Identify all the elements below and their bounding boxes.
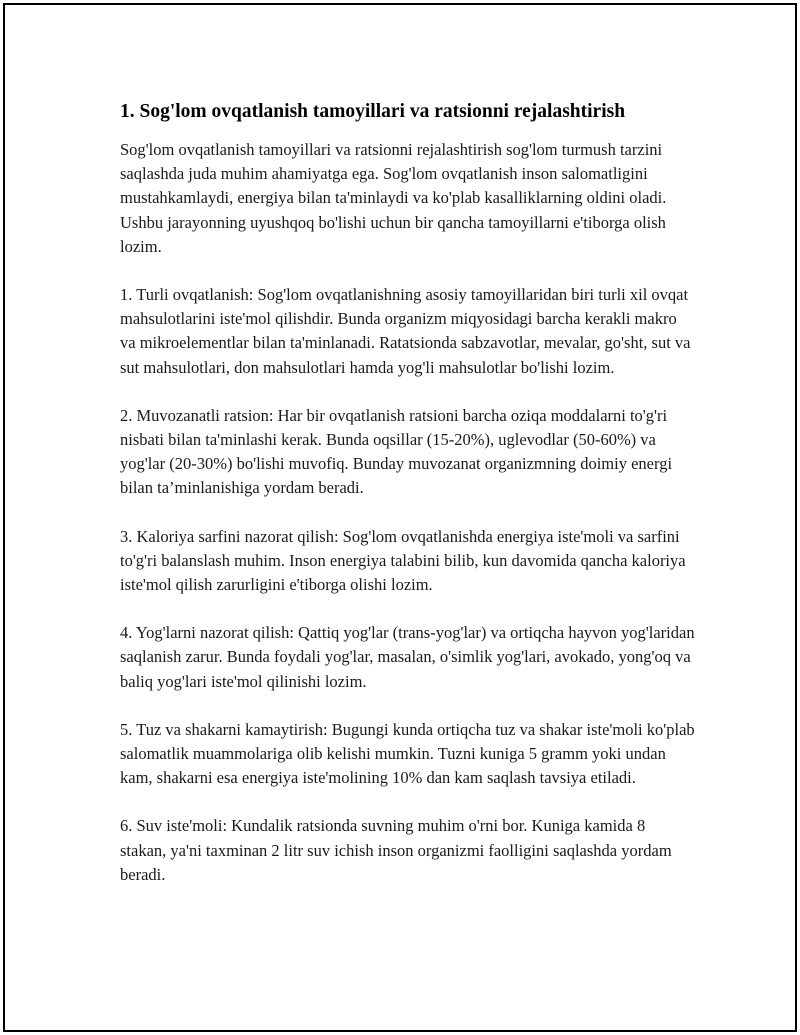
- principle-1-paragraph: 1. Turli ovqatlanish: Sog'lom ovqatlanishning asosiy tamoyillaridan biri turli xil ovqat mahsulotlarini iste'mol qilishdir. Bunda organizm miqyosidagi barcha kerakli makro va mikroelementlar bilan ta'minlanadi. Ratatsionda sabzavotlar, mevalar, go'sht, sut va sut mahsulotlari, don mahsulotlari hamda yog'li mahsulotlar bo'lishi lozim.: [120, 285, 691, 377]
- page-frame: [3, 3, 797, 1032]
- principle-5-paragraph: 5. Tuz va shakarni kamaytirish: Bugungi kunda ortiqcha tuz va shakar iste'moli ko'plab salomatlik muammolariga olib kelishi mumkin. Tuzni kuniga 5 gramm yoki undan kam, shakarni esa energiya iste'molining 10% dan kam saqlash tavsiya etiladi.: [120, 719, 695, 788]
- principle-4-paragraph: 4. Yog'larni nazorat qilish: Qattiq yog'lar (trans-yog'lar) va ortiqcha hayvon yog'laridan saqlanish zarur. Bunda foydali yog'lar, masalan, o'simlik yog'lari, avokado, yong'oq va baliq yog'lari iste'mol qilinishi lozim.: [120, 623, 695, 691]
- document-body: [120, 98, 695, 911]
- principle-3-paragraph: 3. Kaloriya sarfini nazorat qilish: Sog'lom ovqatlanishda energiya iste'moli va sarfini to'g'ri balanslash muhim. Inson energiya talabini bilib, kun davomida qancha kaloriya iste'mol qilish zarurligini e'tiborga olishi lozim.: [120, 526, 686, 595]
- document-title: 1. Sog'lom ovqatlanish tamoyillari va ratsionni rejalashtirish: [120, 101, 626, 122]
- principle-2-paragraph: 2. Muvozanatli ratsion: Har bir ovqatlanish ratsioni barcha oziqa moddalarni to'g'ri nisbati bilan ta'minlashi kerak. Bunda oqsillar (15-20%), uglevodlar (50-60%) va yog'lar (20-30%) bo'lishi muvofiq. Bunday muvozanat organizmning doimiy energi bilan ta’minlanishiga yordam beradi.: [120, 405, 673, 498]
- principle-6-paragraph: 6. Suv iste'moli: Kundalik ratsionda suvning muhim o'rni bor. Kuniga kamida 8 stakan, ya'ni taxminan 2 litr suv ichish inson organizmi faolligini saqlashda yordam beradi.: [120, 816, 672, 884]
- intro-paragraph: Sog'lom ovqatlanish tamoyillari va ratsionni rejalashtirish sog'lom turmush tarzini saqlashda juda muhim ahamiyatga ega. Sog'lom ovqatlanish inson salomatligini mustahkamlaydi, energiya bilan ta'minlaydi va ko'plab kasalliklarning oldini oladi. Ushbu jarayonning uyushqoq bo'lishi uchun bir qancha tamoyillarni e'tiborga olish lozim.: [120, 140, 667, 256]
